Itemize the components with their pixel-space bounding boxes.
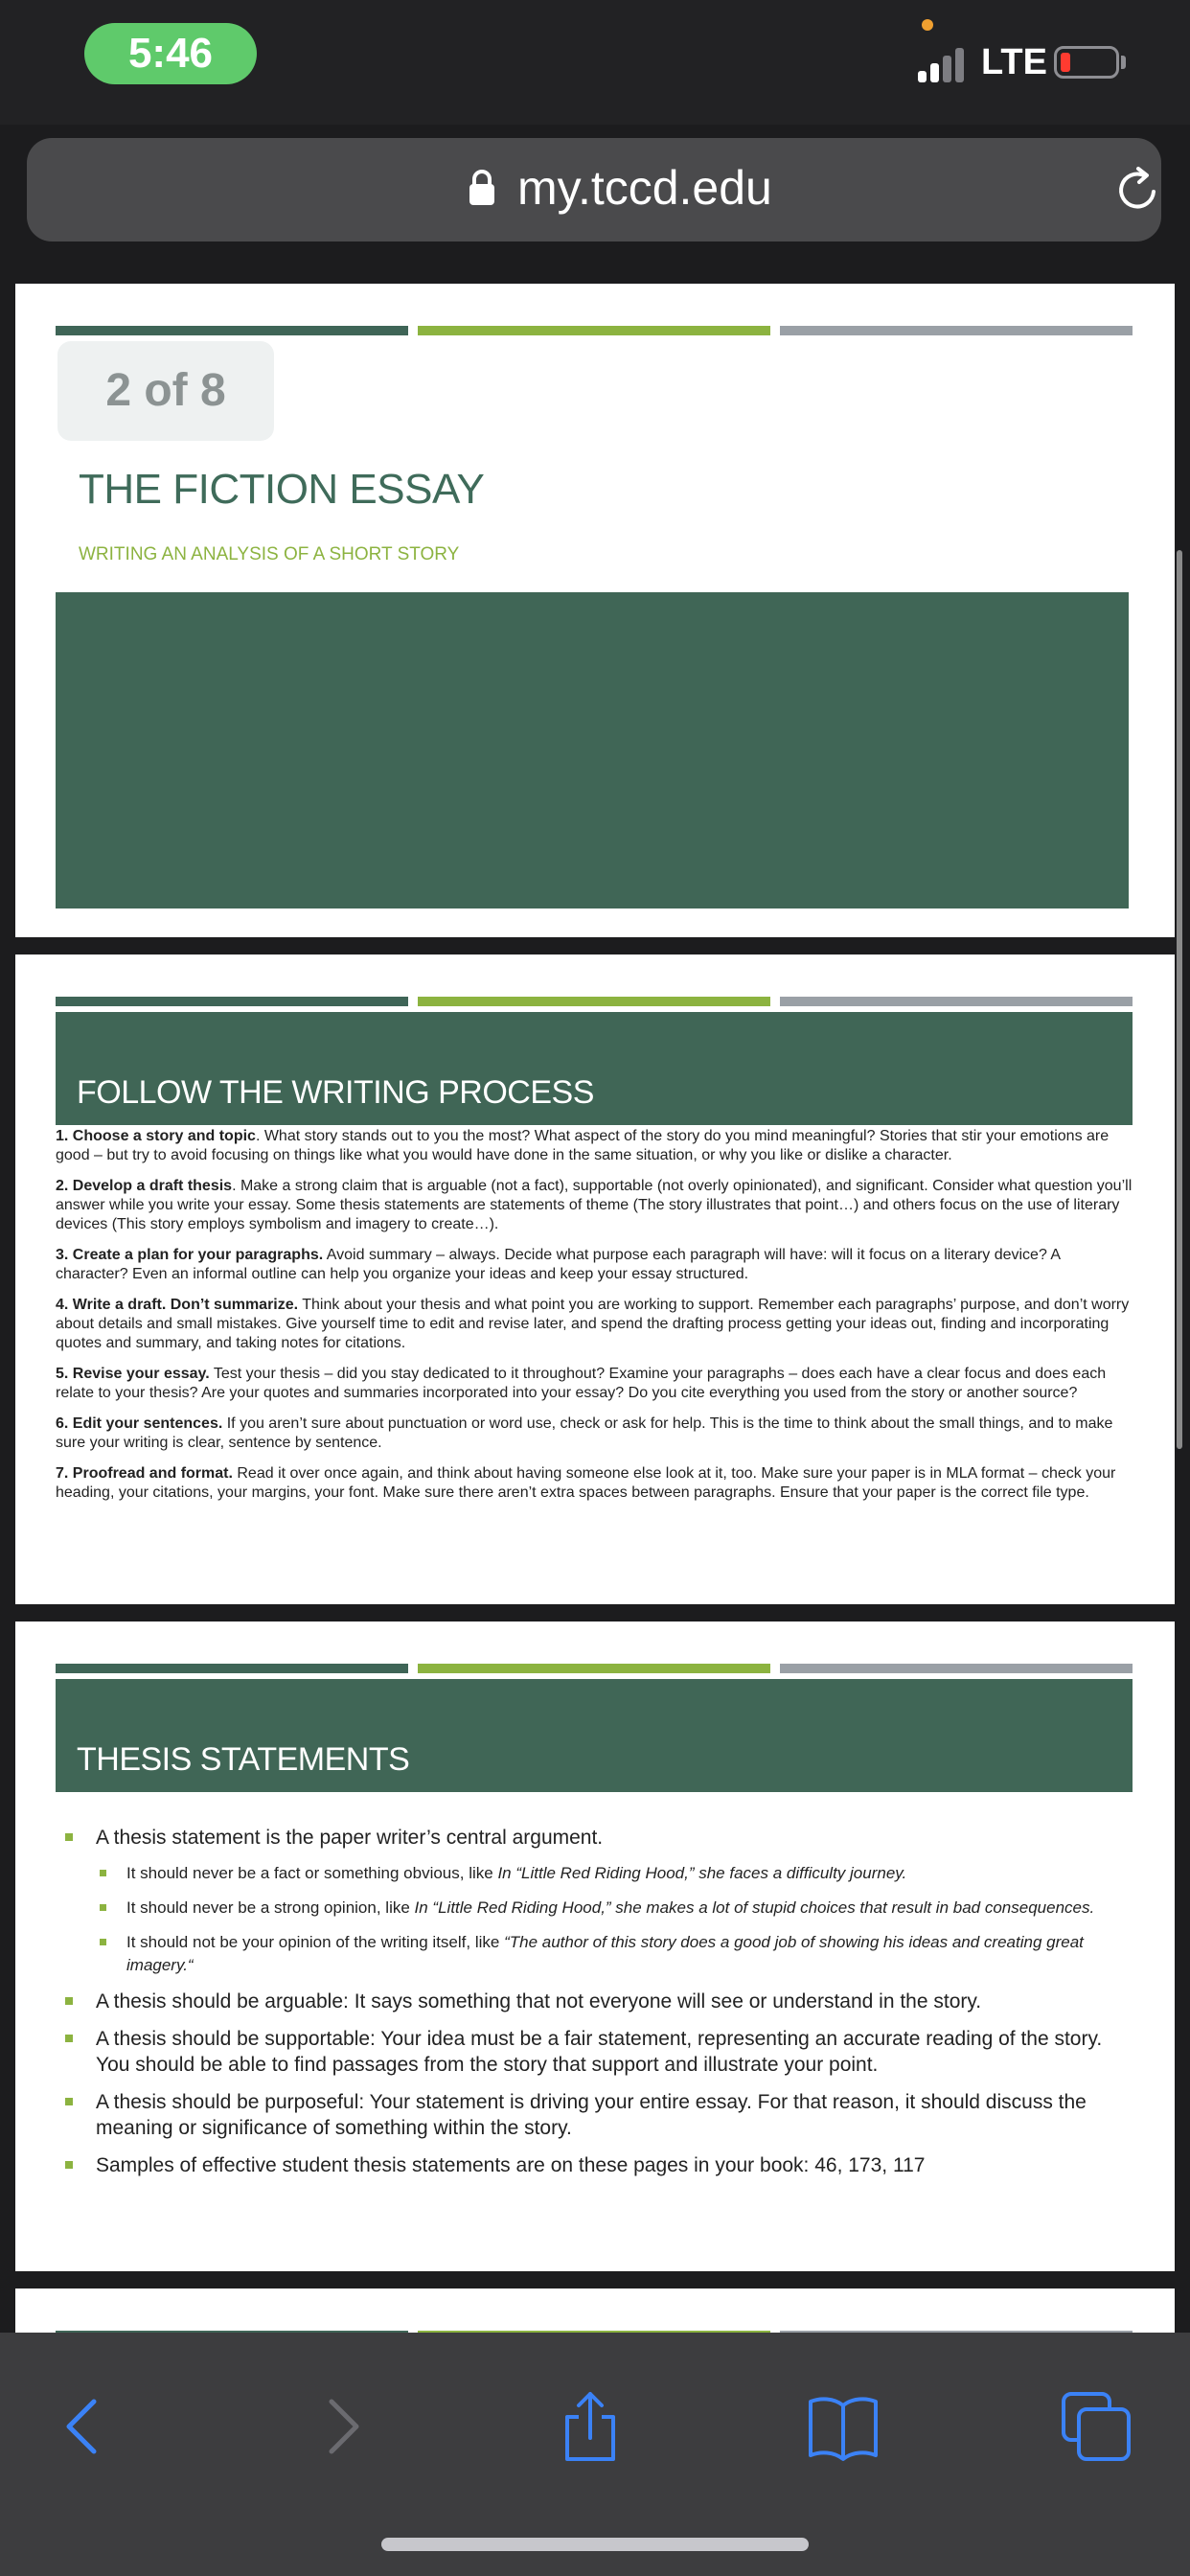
step-item: 2. Develop a draft thesis. Make a strong claim that is arguable (not a fact), supportable (not overly opinionated), and significant. Consider what question you’ll answer while you write your essay. Some thesis statements are statements of theme (The story illustrates that point…) and others focus on the use of literary devices (This story employs symbolism and imagery to create…). — [56, 1178, 1133, 1232]
steps-list — [56, 1127, 1133, 1514]
step-item: 1. Choose a story and topic. What story stands out to you the most? What aspect of the story do you mind meaningful? Stories that stir your emotions are good – but try to avoid focusing on things like what you would have done in the same situation, or why you like or dislike a character. — [56, 1128, 1110, 1163]
signal-icon — [918, 44, 968, 82]
slide-writing-process — [15, 954, 1175, 1604]
forward-icon[interactable] — [303, 2388, 379, 2465]
step-item: 4. Write a draft. Don’t summarize. Think about your thesis and what point you are working to support. Remember each paragraphs’ purpose, and don’t worry about details and small mistakes. Give yourself time to edit and revise later, and spend the drafting process getting your ideas out, finding and incorporating quotes and summary, and taking notes for citations. — [56, 1297, 1130, 1351]
bullet-item: A thesis should be purposeful: Your statement is driving your entire essay. For that reason, it should discuss the meaning or significance of something within the story. — [56, 2089, 1133, 2141]
pdf-viewer[interactable] — [0, 268, 1190, 2333]
slide-next-partial — [15, 2288, 1175, 2333]
home-indicator[interactable] — [381, 2538, 809, 2551]
slide-subtitle: WRITING AN ANALYSIS OF A SHORT STORY — [79, 544, 460, 564]
title-color-block — [56, 592, 1129, 908]
bullet-item: A thesis should be supportable: Your idea must be a fair statement, representing an accurate reading of the story. You should be able to find passages from the story that support and illustrate your point. — [56, 2026, 1133, 2078]
bullet-item: Samples of effective student thesis statements are on these pages in your book: 46, 173, 117 — [56, 2152, 1133, 2178]
status-time[interactable]: 5:46 — [84, 23, 257, 84]
battery-icon — [1054, 46, 1119, 79]
page-indicator: 2 of 8 — [57, 341, 274, 441]
browser-toolbar — [0, 2333, 1190, 2576]
accent-bars — [56, 326, 1133, 335]
slide-heading: THESIS STATEMENTS — [77, 1741, 410, 1778]
step-item: 6. Edit your sentences. If you aren’t sure about punctuation or word use, check or ask for help. This is the time to think about the small things, and to make sure your writing is clear, sentence by sentence. — [56, 1415, 1113, 1451]
battery-cap — [1121, 56, 1126, 69]
thesis-list — [56, 1825, 1133, 2190]
mic-indicator-dot — [922, 19, 933, 31]
slide-title — [15, 284, 1175, 937]
slide-title-heading: THE FICTION ESSAY — [79, 466, 485, 513]
accent-bars — [56, 1664, 1133, 1673]
step-item: 5. Revise your essay. Test your thesis – did you stay dedicated to it throughout? Examine your paragraphs – does each have a clear focus and does each relate to your thesis? Are your quotes and summaries incorporated into your essay? Do you cite everything you used from the story or another source? — [56, 1366, 1107, 1401]
url-text[interactable]: my.tccd.edu — [517, 161, 772, 215]
share-icon[interactable] — [552, 2388, 629, 2465]
slide-heading: FOLLOW THE WRITING PROCESS — [77, 1074, 594, 1111]
sub-bullet-item: It should not be your opinion of the writing itself, like “The author of this story does a good job of showing his ideas and creating great imagery.“ — [56, 1931, 1133, 1977]
sub-bullet-item: It should never be a fact or something obvious, like In “Little Red Riding Hood,” she faces a difficulty journey. — [56, 1862, 1133, 1885]
step-item: 7. Proofread and format. Read it over once again, and think about having someone else look at it, too. Make sure your paper is in MLA format – check your heading, your citations, your margins, your font. Make sure there aren’t extra spaces between paragraphs. Ensure that your paper is the correct file type. — [56, 1465, 1116, 1501]
tabs-icon[interactable] — [1058, 2388, 1134, 2465]
accent-bars — [56, 997, 1133, 1006]
back-icon[interactable] — [46, 2388, 123, 2465]
bullet-item: A thesis statement is the paper writer’s central argument. — [56, 1825, 1133, 1851]
scroll-indicator[interactable] — [1177, 550, 1182, 1449]
bullet-item: A thesis should be arguable: It says something that not everyone will see or understand in the story. — [56, 1989, 1133, 2014]
network-type: LTE — [981, 42, 1047, 82]
slide-thesis — [15, 1622, 1175, 2271]
bookmarks-icon[interactable] — [805, 2388, 881, 2465]
status-bar — [0, 0, 1190, 125]
slide-header — [56, 1012, 1133, 1125]
lock-icon — [468, 169, 496, 207]
address-bar[interactable] — [27, 138, 1161, 242]
sub-bullet-item: It should never be a strong opinion, like In “Little Red Riding Hood,” she makes a lot of stupid choices that result in bad consequences. — [56, 1897, 1133, 1920]
reload-icon[interactable] — [1111, 163, 1165, 217]
step-item: 3. Create a plan for your paragraphs. Avoid summary – always. Decide what purpose each paragraph will have: will it focus on a literary device? A character? Even an informal outline can help you organize your ideas and keep your essay structured. — [56, 1247, 1061, 1282]
slide-header — [56, 1679, 1133, 1792]
